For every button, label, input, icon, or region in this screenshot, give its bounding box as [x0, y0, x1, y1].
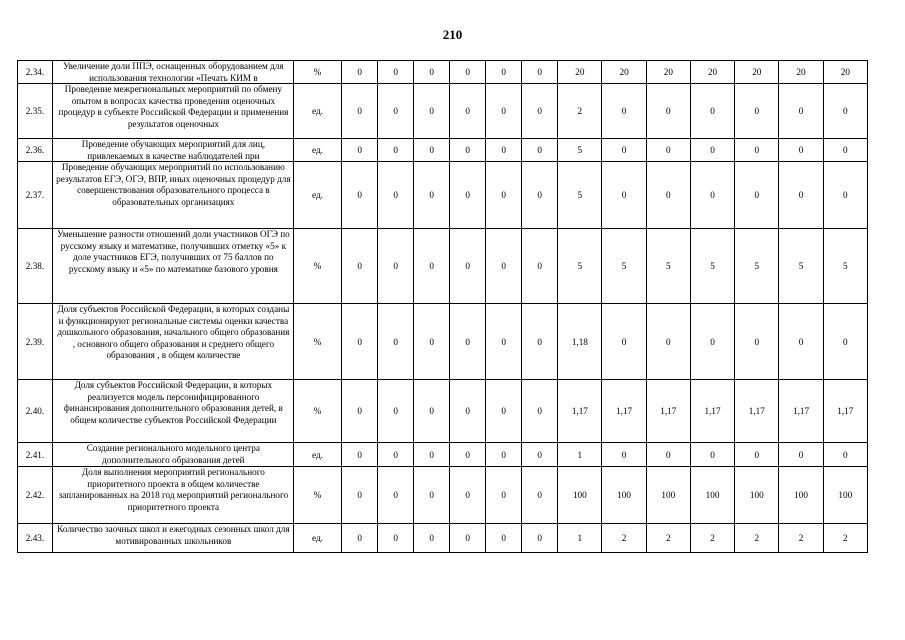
value-cell: 0 [342, 467, 378, 524]
value-cell: 0 [779, 304, 823, 380]
value-cell: 0 [602, 443, 646, 467]
row-description: Создание регионального модельного центра дополнительного образования детей [86, 443, 260, 465]
value-cell: 0 [486, 304, 522, 380]
value-cell: 20 [735, 61, 779, 84]
value-cell: 0 [602, 84, 646, 139]
value-cell: 0 [735, 139, 779, 162]
value-cell: 0 [823, 84, 867, 139]
value-cell: 0 [450, 304, 486, 380]
value-cell: 2 [602, 524, 646, 553]
value-cell: 0 [486, 524, 522, 553]
page-number: 210 [442, 27, 463, 42]
row-number: 2.41. [18, 443, 53, 467]
value-cell: 5 [558, 229, 602, 304]
value-cell: 0 [522, 162, 558, 229]
value-cell: 0 [522, 524, 558, 553]
value-cell: 100 [602, 467, 646, 524]
value-cell: 0 [602, 139, 646, 162]
row-description: Проведение обучающих мероприятий для лиц, привлекаемых в качестве наблюдателей при [81, 139, 266, 161]
value-cell: 100 [558, 467, 602, 524]
value-cell: 0 [646, 162, 690, 229]
row-number: 2.38. [18, 229, 53, 304]
value-cell: 0 [450, 380, 486, 443]
value-cell: 100 [735, 467, 779, 524]
value-cell: 0 [486, 380, 522, 443]
value-cell: 0 [414, 524, 450, 553]
value-cell: 0 [522, 84, 558, 139]
row-number: 2.36. [18, 139, 53, 162]
value-cell: 1,17 [690, 380, 734, 443]
row-unit: % [293, 61, 341, 84]
row-unit: % [293, 467, 341, 524]
value-cell: 5 [558, 139, 602, 162]
row-description: Увеличение доли ППЭ, оснащенных оборудованием для использования технологии «Печать КИМ в [63, 61, 284, 83]
row-number: 2.43. [18, 524, 53, 553]
value-cell: 0 [522, 139, 558, 162]
value-cell: 0 [486, 229, 522, 304]
value-cell: 100 [646, 467, 690, 524]
row-description-cell [52, 467, 293, 524]
row-description-cell [52, 162, 293, 229]
value-cell: 0 [414, 304, 450, 380]
value-cell: 0 [779, 84, 823, 139]
row-description: Уменьшение разности отношений доли участников ОГЭ по русскому языку и математике, получивших отметку «5» к доле участников ЕГЭ, получивших от 75 баллов по русскому языку и «5» по математике базового уровня [56, 229, 290, 274]
value-cell: 0 [522, 380, 558, 443]
table-row [18, 139, 868, 162]
table-row [18, 61, 868, 84]
value-cell: 0 [486, 84, 522, 139]
value-cell: 100 [779, 467, 823, 524]
value-cell: 0 [450, 443, 486, 467]
value-cell: 1,17 [823, 380, 867, 443]
value-cell: 0 [646, 304, 690, 380]
row-unit: ед. [293, 443, 341, 467]
row-description-cell [52, 304, 293, 380]
row-unit: ед. [293, 524, 341, 553]
value-cell: 1,17 [646, 380, 690, 443]
value-cell: 0 [779, 162, 823, 229]
row-number: 2.42. [18, 467, 53, 524]
table-row [18, 229, 868, 304]
value-cell: 0 [414, 61, 450, 84]
value-cell: 100 [690, 467, 734, 524]
value-cell: 0 [414, 443, 450, 467]
value-cell: 0 [342, 304, 378, 380]
row-description: Проведение обучающих мероприятий по использованию результатов ЕГЭ, ОГЭ, ВПР, иных оценочных процедур для совершенствования образовательного процесса в образовательных организациях [56, 162, 291, 207]
value-cell: 0 [378, 229, 414, 304]
value-cell: 0 [646, 84, 690, 139]
value-cell: 1,18 [558, 304, 602, 380]
row-description: Доля субъектов Российской Федерации, в которых реализуется модель персонифицированного финансирования дополнительного образования детей, в общем количестве субъектов Российской Федерации [63, 380, 283, 425]
value-cell: 0 [522, 61, 558, 84]
value-cell: 0 [378, 304, 414, 380]
value-cell: 0 [735, 304, 779, 380]
row-number: 2.40. [18, 380, 53, 443]
value-cell: 0 [690, 139, 734, 162]
value-cell: 0 [690, 443, 734, 467]
value-cell: 1,17 [602, 380, 646, 443]
value-cell: 0 [378, 380, 414, 443]
value-cell: 0 [522, 467, 558, 524]
value-cell: 0 [602, 162, 646, 229]
value-cell: 0 [378, 84, 414, 139]
row-description-cell [52, 229, 293, 304]
row-number: 2.37. [18, 162, 53, 229]
value-cell: 0 [823, 443, 867, 467]
value-cell: 0 [486, 61, 522, 84]
value-cell: 0 [450, 139, 486, 162]
row-description-cell [52, 380, 293, 443]
value-cell: 0 [342, 139, 378, 162]
value-cell: 5 [735, 229, 779, 304]
value-cell: 0 [414, 380, 450, 443]
value-cell: 0 [779, 139, 823, 162]
value-cell: 0 [450, 467, 486, 524]
row-description-cell [52, 524, 293, 553]
value-cell: 20 [823, 61, 867, 84]
value-cell: 0 [690, 84, 734, 139]
value-cell: 0 [823, 162, 867, 229]
value-cell: 0 [522, 304, 558, 380]
value-cell: 0 [735, 162, 779, 229]
value-cell: 2 [779, 524, 823, 553]
value-cell: 2 [823, 524, 867, 553]
value-cell: 0 [342, 443, 378, 467]
value-cell: 0 [522, 443, 558, 467]
value-cell: 0 [450, 84, 486, 139]
value-cell: 1,17 [735, 380, 779, 443]
value-cell: 5 [646, 229, 690, 304]
table-row [18, 304, 868, 380]
value-cell: 1,17 [558, 380, 602, 443]
value-cell: 0 [378, 467, 414, 524]
value-cell: 0 [342, 61, 378, 84]
value-cell: 2 [558, 84, 602, 139]
value-cell: 0 [342, 524, 378, 553]
row-unit: ед. [293, 162, 341, 229]
value-cell: 0 [342, 229, 378, 304]
row-unit: ед. [293, 139, 341, 162]
value-cell: 0 [486, 443, 522, 467]
value-cell: 0 [414, 162, 450, 229]
value-cell: 0 [486, 162, 522, 229]
value-cell: 1 [558, 443, 602, 467]
value-cell: 20 [646, 61, 690, 84]
row-description: Доля выполнения мероприятий регионального приоритетного проекта в общем количестве запланированных на 2018 год мероприятий регионального приоритетного проекта [58, 467, 289, 512]
row-description-cell [52, 443, 293, 467]
table-row [18, 380, 868, 443]
value-cell: 1,17 [779, 380, 823, 443]
value-cell: 0 [342, 380, 378, 443]
row-unit: % [293, 380, 341, 443]
value-cell: 0 [735, 443, 779, 467]
value-cell: 0 [342, 84, 378, 139]
table-row [18, 84, 868, 139]
table-row [18, 524, 868, 553]
value-cell: 0 [378, 162, 414, 229]
value-cell: 20 [558, 61, 602, 84]
value-cell: 0 [690, 162, 734, 229]
value-cell: 0 [522, 229, 558, 304]
value-cell: 0 [735, 84, 779, 139]
value-cell: 5 [558, 162, 602, 229]
value-cell: 5 [602, 229, 646, 304]
value-cell: 0 [414, 139, 450, 162]
indicators-table [17, 60, 868, 553]
value-cell: 0 [378, 61, 414, 84]
value-cell: 5 [823, 229, 867, 304]
value-cell: 100 [823, 467, 867, 524]
row-description-cell [52, 84, 293, 139]
value-cell: 0 [602, 304, 646, 380]
row-description: Доля субъектов Российской Федерации, в которых созданы и функционируют региональные системы оценки качества дошкольного образования, начального общего образования , основного общего образования и среднего общего образования , в общем количестве [57, 304, 290, 361]
value-cell: 0 [450, 524, 486, 553]
row-unit: % [293, 304, 341, 380]
value-cell: 0 [378, 524, 414, 553]
value-cell: 0 [378, 443, 414, 467]
value-cell: 5 [779, 229, 823, 304]
value-cell: 0 [378, 139, 414, 162]
row-unit: ед. [293, 84, 341, 139]
value-cell: 1 [558, 524, 602, 553]
value-cell: 0 [779, 443, 823, 467]
value-cell: 0 [342, 162, 378, 229]
value-cell: 0 [414, 84, 450, 139]
row-description: Количество заочных школ и ежегодных сезонных школ для мотивированных школьников [57, 524, 290, 546]
value-cell: 2 [690, 524, 734, 553]
value-cell: 0 [486, 467, 522, 524]
value-cell: 0 [414, 467, 450, 524]
value-cell: 2 [646, 524, 690, 553]
value-cell: 20 [690, 61, 734, 84]
table-row [18, 467, 868, 524]
value-cell: 0 [486, 139, 522, 162]
value-cell: 0 [823, 139, 867, 162]
value-cell: 0 [450, 229, 486, 304]
value-cell: 0 [414, 229, 450, 304]
row-description-cell [52, 61, 293, 84]
table-row [18, 162, 868, 229]
row-number: 2.35. [18, 84, 53, 139]
value-cell: 0 [450, 61, 486, 84]
value-cell: 20 [602, 61, 646, 84]
value-cell: 0 [823, 304, 867, 380]
row-description-cell [52, 139, 293, 162]
value-cell: 20 [779, 61, 823, 84]
row-unit: % [293, 229, 341, 304]
row-description: Проведение межрегиональных мероприятий по обмену опытом в вопросах качества проведения оценочных процедур в субъекте Российской Федерации и применения результатов оценочных [58, 84, 289, 129]
value-cell: 5 [690, 229, 734, 304]
value-cell: 0 [690, 304, 734, 380]
value-cell: 0 [646, 443, 690, 467]
row-number: 2.34. [18, 61, 53, 84]
value-cell: 0 [450, 162, 486, 229]
table-row [18, 443, 868, 467]
value-cell: 2 [735, 524, 779, 553]
row-number: 2.39. [18, 304, 53, 380]
value-cell: 0 [646, 139, 690, 162]
